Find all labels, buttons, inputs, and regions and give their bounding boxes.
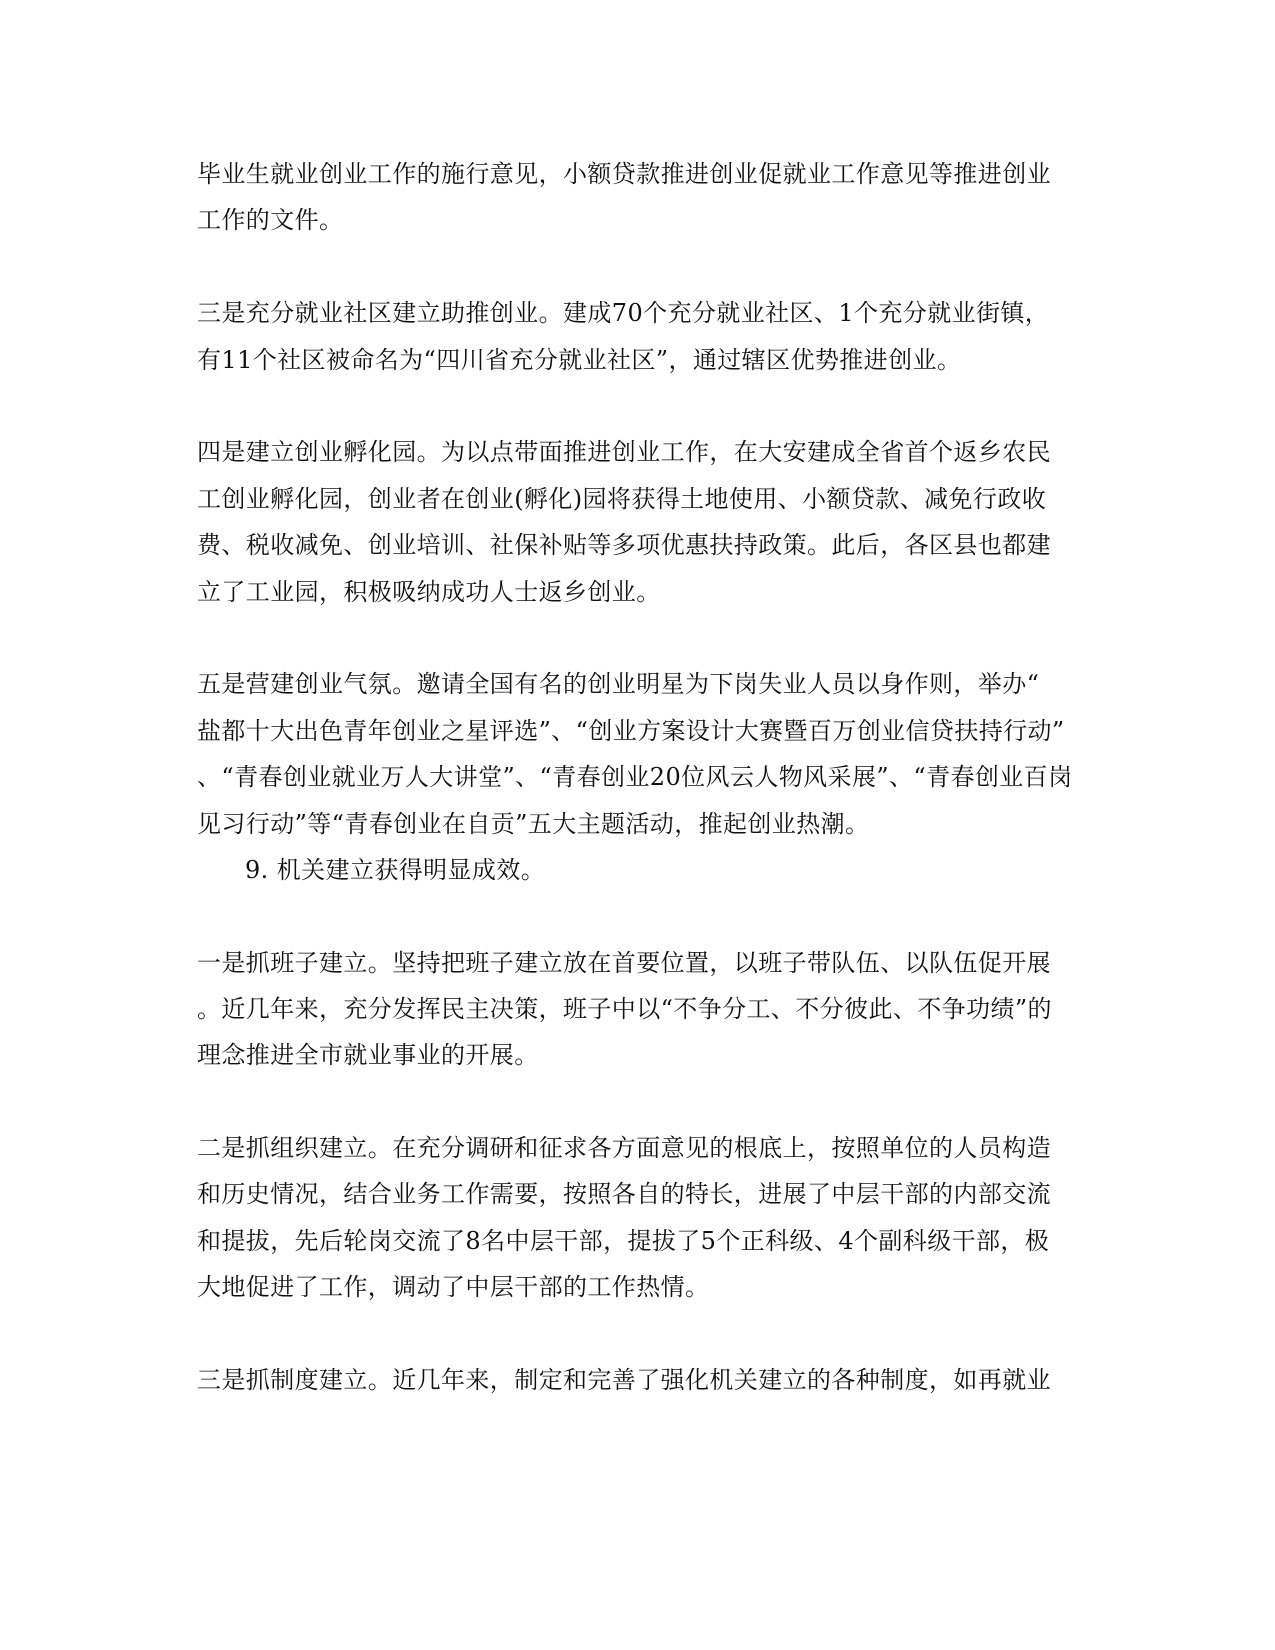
text-line: 毕业生就业创业工作的施行意见，小额贷款推进创业促就业工作意见等推进创业 (197, 160, 1051, 188)
text-line: 、“青春创业就业万人大讲堂”、“青春创业20位风云人物风采展”、“青春创业百岗 (197, 763, 1073, 791)
text-line: 五是营建创业气氛。邀请全国有名的创业明星为下岗失业人员以身作则，举办“ (197, 670, 1040, 698)
text-line: 和提拔，先后轮岗交流了8名中层干部，提拔了5个正科级、4个副科级干部，极 (197, 1227, 1050, 1255)
text-line: 三是充分就业社区建立助推创业。建成70个充分就业社区、1个充分就业街镇， (197, 299, 1050, 327)
text-line: 有11个社区被命名为“四川省充分就业社区”，通过辖区优势推进创业。 (197, 346, 962, 374)
text-line: 二是抓组织建立。在充分调研和征求各方面意见的根底上，按照单位的人员构造 (197, 1134, 1051, 1162)
text-line: 工作的文件。 (197, 206, 344, 234)
text-line: 立了工业园，积极吸纳成功人士返乡创业。 (197, 578, 661, 606)
text-line: 理念推进全市就业事业的开展。 (197, 1041, 539, 1069)
text-line: 大地促进了工作，调动了中层干部的工作热情。 (197, 1273, 710, 1301)
text-line: 费、税收减免、创业培训、社保补贴等多项优惠扶持政策。此后，各区县也都建 (197, 531, 1051, 559)
section-heading: 9. 机关建立获得明显成效。 (245, 856, 546, 884)
text-line: 四是建立创业孵化园。为以点带面推进创业工作，在大安建成全省首个返乡农民 (197, 438, 1051, 466)
text-line: 三是抓制度建立。近几年来，制定和完善了强化机关建立的各种制度，如再就业 (197, 1366, 1051, 1394)
text-line: 见习行动”等“青春创业在自贡”五大主题活动，推起创业热潮。 (197, 810, 870, 838)
text-line: 一是抓班子建立。坚持把班子建立放在首要位置，以班子带队伍、以队伍促开展 (197, 949, 1051, 977)
text-line: 和历史情况，结合业务工作需要，按照各自的特长，进展了中层干部的内部交流 (197, 1180, 1051, 1208)
text-line: 工创业孵化园，创业者在创业(孵化)园将获得土地使用、小额贷款、减免行政收 (197, 485, 1047, 513)
text-line: 。近几年来，充分发挥民主决策，班子中以“不争分工、不分彼此、不争功绩”的 (197, 995, 1052, 1023)
text-line: 盐都十大出色青年创业之星评选”、“创业方案设计大赛暨百万创业信贷扶持行动” (197, 717, 1065, 745)
